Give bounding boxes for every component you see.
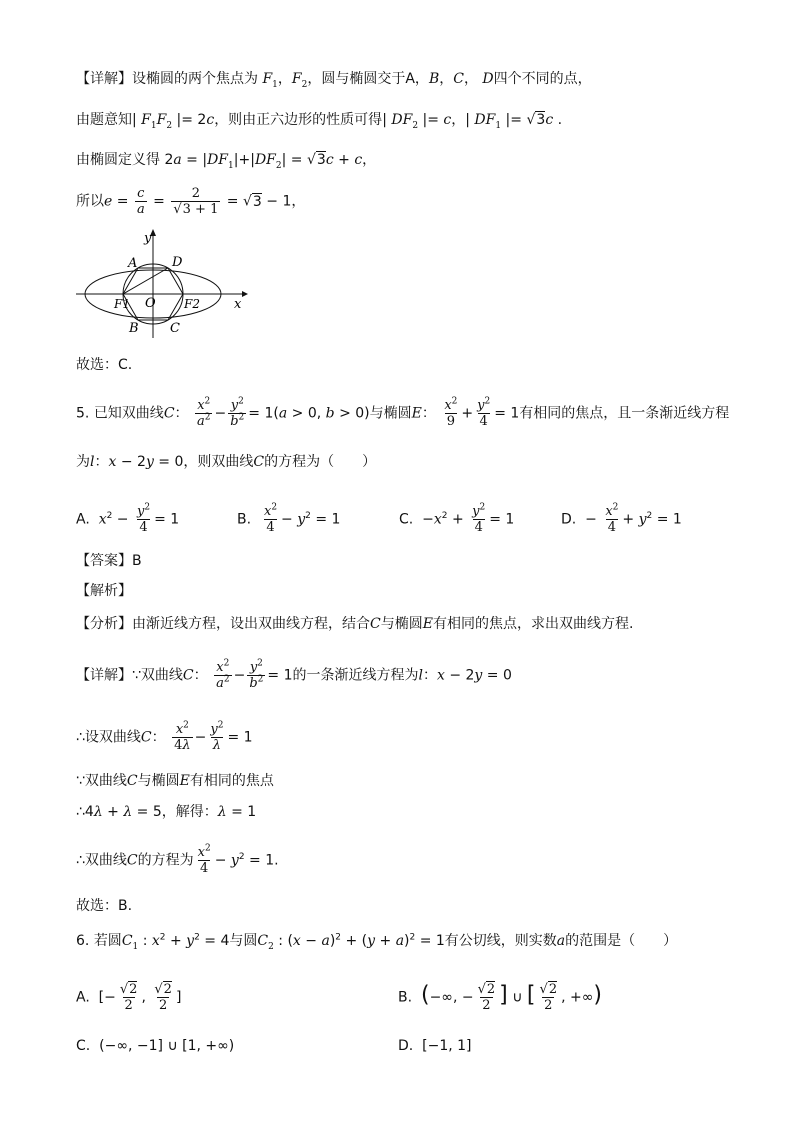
prev-ecc-line: 所以e = $\frac{c}{a}$ = $\frac{2}{√3 + 1}$ = √3 − 1， — [76, 186, 306, 217]
answer-tag: 【答案】 — [76, 553, 132, 569]
q5-option-c[interactable]: C. $-x^2$ + $\frac{y^2}{4}$ = 1 — [399, 502, 515, 535]
prev-detail-line: 【详解】设椭圆的两个焦点为 $F_1$，$F_2$，圆与椭圆交于A，B，C， D四个不同的点， — [76, 71, 592, 90]
q6-stem: 6. 若圆$C_1$ : $x^2 + y^2 = 4$与圆$C_2$ : $(x - a)^2 + (y + a)^2 = 1$有公切线，则实数a的范围是（ ） — [76, 932, 678, 952]
q5-detail-1: 【详解】∵双曲线C： $\frac{x^2}{a^2}$ − $\frac{y^2}{b^2}$ = 1的一条渐近线方程为l：x − 2y = 0 — [76, 658, 512, 691]
ellipse-circle-figure — [72, 226, 252, 342]
fig-label-y: y — [144, 231, 152, 246]
q5-detail-4: ∴4λ + λ = 5，解得：λ = 1 — [76, 804, 257, 820]
fig-label-b: B — [129, 321, 139, 336]
prev-choice: 故选：C. — [76, 357, 133, 373]
q5-detail-2: ∴设双曲线C： $\frac{x^2}{4\lambda}$ − $\frac{y^2}{\lambda}$ = 1 — [76, 720, 253, 753]
fig-label-o: O — [145, 296, 156, 311]
q6-option-b[interactable]: B. (−∞, − $\frac{√2}{2}$ ] ∪ [ $\frac{√2}{2}$ , +∞) — [398, 982, 602, 1013]
q5-detail-5: ∴双曲线C的方程为 $\frac{x^2}{4}$ − $y^2 = 1$. — [76, 843, 279, 876]
fig-label-c: C — [170, 321, 180, 336]
fig-label-f1: F1 — [114, 297, 130, 311]
q5-detail-3: ∵双曲线C与椭圆E有相同的焦点 — [76, 773, 274, 789]
q6-option-a[interactable]: A. [− $\frac{√2}{2}$ , $\frac{√2}{2}$ ] — [76, 982, 182, 1013]
fig-label-f2: F2 — [184, 297, 200, 311]
detail-tag: 【详解】 — [76, 71, 132, 87]
q5-option-d[interactable]: D. − $\frac{x^2}{4}$ + $y^2 = 1$ — [561, 502, 682, 535]
q5-answer: 【答案】B — [76, 553, 142, 569]
fig-label-d: D — [172, 255, 183, 270]
q5-number: 5. — [76, 405, 90, 422]
q6-option-c[interactable]: C. (−∞, −1] ∪ [1, +∞) — [76, 1038, 235, 1054]
fig-label-a: A — [128, 256, 138, 271]
q5-analysis-tag: 【解析】 — [76, 583, 132, 599]
q5-stem-line2: 为l：x − 2y = 0，则双曲线C的方程为（ ） — [76, 454, 377, 470]
q5-fenxi: 【分析】由渐近线方程，设出双曲线方程，结合C与椭圆E有相同的焦点，求出双曲线方程. — [76, 616, 634, 632]
prev-def-line: 由椭圆定义得 $2a = |DF_1|+|DF_2| = √3c + c$， — [76, 152, 377, 171]
q5-option-a[interactable]: A. $x^2$ − $\frac{y^2}{4}$ = 1 — [76, 502, 180, 535]
q6-option-d[interactable]: D. [−1, 1] — [398, 1038, 472, 1054]
fig-label-x: x — [234, 297, 242, 312]
prev-given-line: 由题意知| $F_1F_2$ |= 2c，则由正六边形的性质可得| $DF_2$ |= c，| $DF_1$ |= √3c . — [76, 112, 563, 131]
q5-choice: 故选：B. — [76, 898, 133, 914]
q5-stem-line1: 5. 已知双曲线C： $\frac{x^2}{a^2}$ − $\frac{y^2}{b^2}$ = 1(a > 0, b > 0)与椭圆E： $\frac{x^2}{9}$ + $\frac{y^2}{4}$ = 1有相同的焦点，且一条渐近线方程 — [76, 396, 730, 429]
q6-number: 6. — [76, 933, 90, 949]
q5-option-b[interactable]: B. $\frac{x^2}{4}$ − $y^2 = 1$ — [237, 502, 341, 535]
